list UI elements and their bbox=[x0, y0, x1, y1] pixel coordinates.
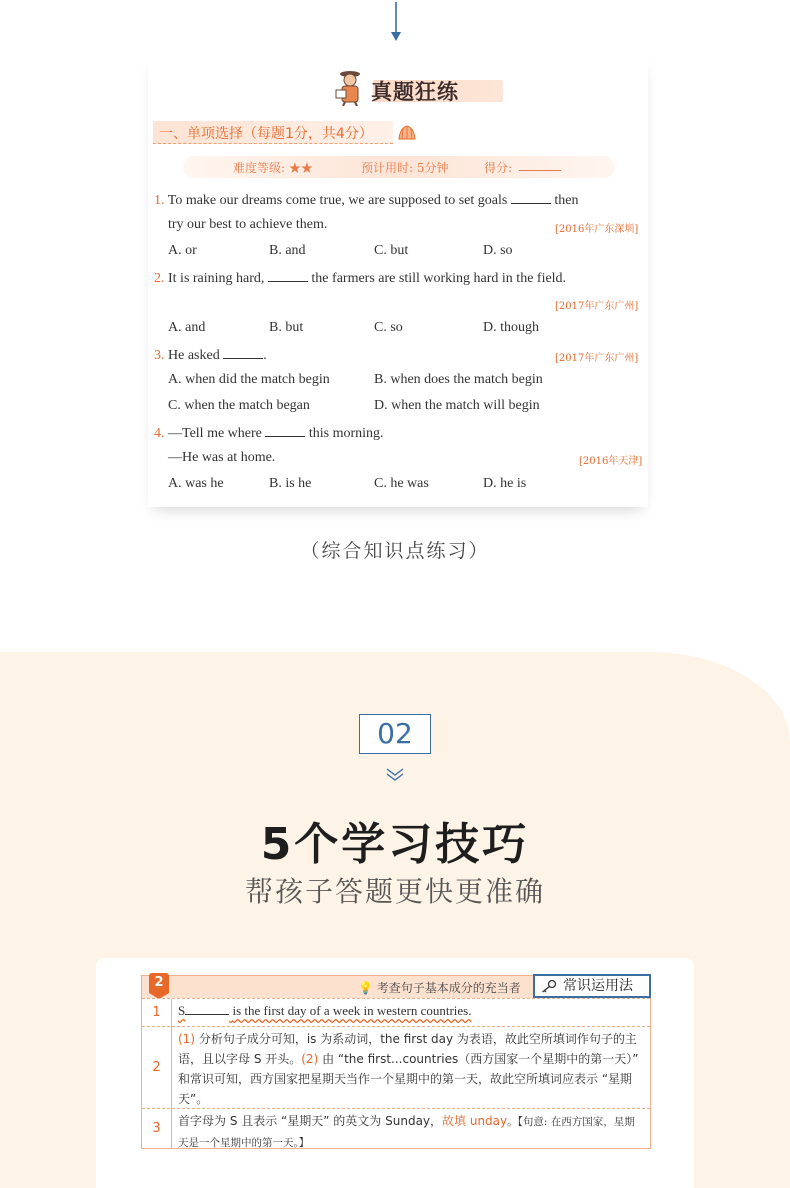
time-label: 预计用时: 5分钟 bbox=[361, 161, 449, 175]
hint-text: 考查句子基本成分的充当者 bbox=[376, 981, 521, 995]
answer-highlight: 故填 unday bbox=[442, 1114, 508, 1128]
question-3 bbox=[154, 346, 267, 364]
question-text: then bbox=[554, 193, 579, 208]
question-4 bbox=[154, 424, 384, 442]
section-subtitle: 帮孩子答题更快更准确 bbox=[244, 875, 545, 908]
key-icon bbox=[541, 979, 557, 993]
point-marker: (2) bbox=[301, 1052, 319, 1066]
section-heading-text: 一、单项选择（每题1分，共4分） bbox=[159, 126, 373, 142]
double-chevron-down-icon bbox=[385, 766, 405, 782]
score-label: 得分: bbox=[484, 161, 513, 175]
question-number: 1. bbox=[154, 193, 165, 208]
method-label-box bbox=[533, 974, 651, 998]
row-text bbox=[178, 1001, 644, 1021]
answer-blank bbox=[185, 1002, 229, 1015]
question-text: To make our dreams come true, we are supposed to set goals bbox=[167, 193, 508, 208]
row-text bbox=[178, 1029, 644, 1109]
banner bbox=[183, 68, 483, 110]
question-text: . bbox=[263, 348, 267, 363]
option-b: B. and bbox=[269, 243, 306, 258]
option-d: D. though bbox=[483, 320, 539, 335]
option-a: A. or bbox=[168, 243, 197, 258]
hint-label bbox=[358, 979, 521, 996]
table-row bbox=[142, 998, 650, 1027]
banner-title: 真题狂练 bbox=[371, 80, 459, 104]
question-text: the farmers are still working hard in the field. bbox=[311, 271, 567, 286]
table-row bbox=[142, 1026, 650, 1109]
question-number: 4. bbox=[154, 426, 165, 441]
method-label: 常识运用法 bbox=[563, 978, 633, 994]
option-b: B. but bbox=[269, 320, 304, 335]
row-number: 1 bbox=[142, 999, 172, 1027]
row-text bbox=[178, 1111, 644, 1153]
sentence-meaning: 。【句意: 在西方国家，星期天是一个星期中的第一天。】 bbox=[178, 1116, 635, 1149]
sentence-start: S bbox=[178, 1003, 186, 1018]
shell-icon bbox=[396, 122, 418, 144]
reader-mascot-icon bbox=[333, 68, 367, 106]
question-source: [2016年天津] bbox=[579, 456, 643, 467]
option-c: C. he was bbox=[374, 476, 429, 491]
point-marker: (1) bbox=[178, 1032, 195, 1046]
option-d: D. he is bbox=[483, 476, 527, 491]
question-text: this morning. bbox=[308, 426, 384, 441]
question-source: [2016年广东深圳] bbox=[555, 224, 639, 235]
section-title: 5个学习技巧 bbox=[260, 819, 530, 870]
score-blank bbox=[519, 170, 561, 171]
analysis-text: 分析句子成分可知，is 为系动词，the first day 为表语，故此空所填词作句子的主语，且以字母 S 开头。 bbox=[178, 1032, 637, 1066]
question-source: [2017年广东广州] bbox=[555, 353, 639, 364]
section-heading bbox=[153, 121, 393, 144]
question-number: 3. bbox=[154, 348, 165, 363]
row-number: 3 bbox=[142, 1109, 172, 1149]
option-c: C. when the match began bbox=[168, 398, 310, 413]
option-b: B. is he bbox=[269, 476, 312, 491]
sentence-end: is the first day of a week in western countries. bbox=[232, 1003, 472, 1018]
practice-caption: （综合知识点练习） bbox=[300, 540, 490, 562]
question-text: It is raining hard, bbox=[168, 271, 265, 286]
info-bar bbox=[183, 156, 615, 178]
answer-blank bbox=[511, 191, 551, 204]
option-a: A. when did the match begin bbox=[168, 372, 330, 387]
difficulty-label: 难度等级: ★★ bbox=[233, 161, 313, 175]
answer-blank bbox=[265, 424, 305, 437]
question-1 bbox=[154, 191, 578, 209]
tips-table bbox=[141, 975, 651, 1149]
step-badge: 2 bbox=[149, 973, 169, 993]
table-row bbox=[142, 1108, 650, 1149]
question-4-line2: —He was at home. bbox=[168, 450, 276, 465]
option-a: A. and bbox=[168, 320, 206, 335]
option-c: C. so bbox=[374, 320, 403, 335]
answer-blank bbox=[268, 269, 308, 282]
lightbulb-icon: 💡 bbox=[358, 981, 373, 995]
option-b: B. when does the match begin bbox=[374, 372, 543, 387]
option-d: D. so bbox=[483, 243, 513, 258]
down-arrow-icon bbox=[390, 2, 402, 42]
sentence bbox=[178, 1003, 471, 1018]
option-a: A. was he bbox=[168, 476, 224, 491]
question-text: He asked bbox=[168, 348, 220, 363]
question-text: —Tell me where bbox=[168, 426, 262, 441]
section-number: 02 bbox=[359, 714, 431, 754]
option-c: C. but bbox=[374, 243, 409, 258]
row-number: 2 bbox=[142, 1027, 172, 1109]
option-d: D. when the match will begin bbox=[374, 398, 540, 413]
question-2 bbox=[154, 269, 566, 287]
question-number: 2. bbox=[154, 271, 165, 286]
analysis-text: 由 “the first...countries（西方国家一个星期中的第一天）” 和常识可知，西方国家把星期天当作一个星期中的第一天，故此空所填词应表示 “星期天”。 bbox=[178, 1052, 639, 1106]
question-source: [2017年广东广州] bbox=[555, 301, 639, 312]
answer-text: 首字母为 S 且表示 “星期天” 的英文为 Sunday， bbox=[178, 1114, 443, 1128]
question-1-line2: try our best to achieve them. bbox=[168, 217, 328, 232]
tips-table-header bbox=[142, 976, 650, 998]
answer-blank bbox=[223, 346, 263, 359]
